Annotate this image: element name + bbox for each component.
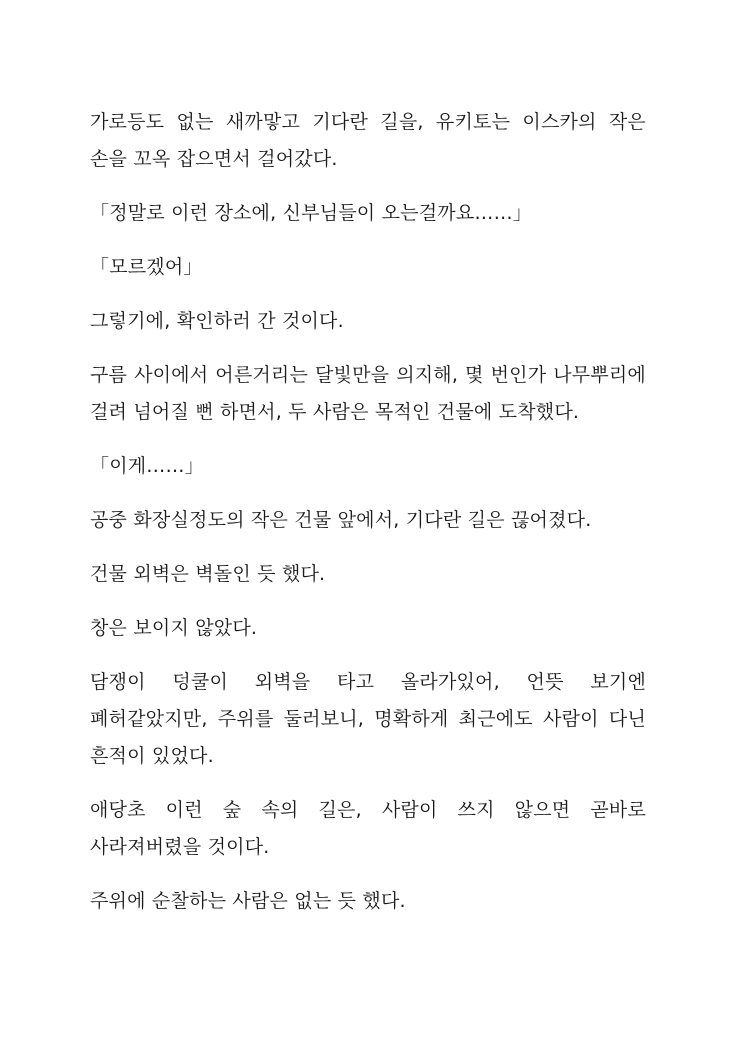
paragraph-9: 창은 보이지 않았다. bbox=[90, 617, 258, 639]
document-body bbox=[90, 104, 646, 937]
paragraph-2: 「정말로 이런 장소에, 신부님들이 오는걸까요……」 bbox=[90, 202, 532, 224]
paragraph-5: 구름 사이에서 어른거리는 달빛만을 의지해, 몇 번인가 나무뿌리에 걸려 넘어질 뻔 하면서, 두 사람은 목적인 건물에 도착했다. bbox=[90, 364, 646, 423]
paragraph-1: 가로등도 없는 새까맣고 기다란 길을, 유키토는 이스카의 작은 손을 꼬옥 잡으면서 걸어갔다. bbox=[90, 111, 646, 170]
paragraph-7: 공중 화장실정도의 작은 건물 앞에서, 기다란 길은 끊어졌다. bbox=[90, 509, 592, 531]
paragraph-11: 애당초 이런 숲 속의 길은, 사람이 쓰지 않으면 곧바로 사라져버렸을 것이다. bbox=[90, 799, 646, 858]
paragraph-3: 「모르겠어」 bbox=[90, 256, 203, 278]
paragraph-12: 주위에 순찰하는 사람은 없는 듯 했다. bbox=[90, 890, 406, 912]
paragraph-4: 그렇기에, 확인하러 간 것이다. bbox=[90, 310, 344, 332]
paragraph-6: 「이게……」 bbox=[90, 455, 204, 477]
paragraph-10: 담쟁이 덩쿨이 외벽을 타고 올라가있어, 언뜻 보기엔 폐허같았지만, 주위를 둘러보니, 명확하게 최근에도 사람이 다닌 흔적이 있었다. bbox=[90, 671, 646, 767]
paragraph-8: 건물 외벽은 벽돌인 듯 했다. bbox=[90, 563, 326, 585]
